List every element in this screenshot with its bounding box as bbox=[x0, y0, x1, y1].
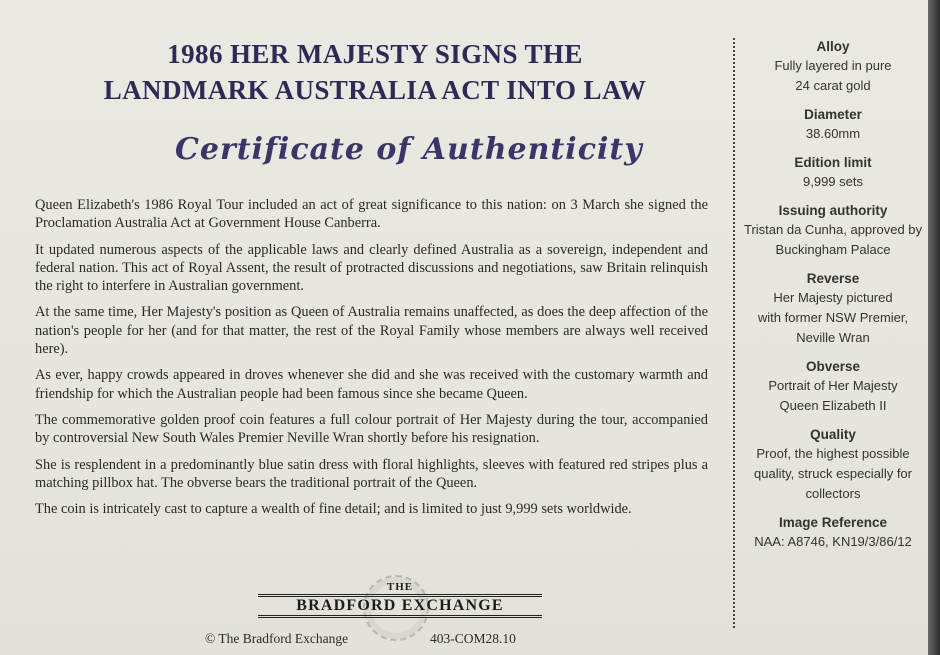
spec-image-reference bbox=[744, 514, 922, 552]
logo-the-text: THE bbox=[386, 581, 414, 593]
document-title bbox=[30, 36, 720, 108]
spec-label: Image Reference bbox=[778, 515, 888, 530]
spec-value: NAA: A8746, KN19/3/86/12 bbox=[754, 534, 912, 549]
bradford-exchange-logo bbox=[258, 575, 542, 623]
specifications-panel bbox=[744, 38, 922, 562]
paragraph: The coin is intricately cast to capture a wealth of fine detail; and is limited to just 9,999 sets worldwide. bbox=[35, 501, 632, 518]
spec-value: Fully layered in pure bbox=[774, 58, 892, 73]
spec-quality bbox=[744, 426, 922, 504]
spec-label: Issuing authority bbox=[778, 203, 888, 218]
title-line-1: 1986 HER MAJESTY SIGNS THE bbox=[167, 39, 583, 69]
spec-value: 38.60mm bbox=[805, 126, 861, 141]
spec-label: Quality bbox=[810, 427, 856, 442]
copyright-notice: © The Bradford Exchange bbox=[205, 631, 349, 646]
spec-value: 24 carat gold bbox=[795, 78, 871, 93]
spec-value: Her Majesty pictured bbox=[773, 290, 893, 305]
spec-value: Proof, the highest possible bbox=[756, 446, 910, 461]
dotted-divider bbox=[733, 38, 735, 628]
title-line-2: LANDMARK AUSTRALIA ACT INTO LAW bbox=[103, 75, 647, 105]
spec-value: Tristan da Cunha, approved by bbox=[744, 222, 923, 237]
spec-value: 9,999 sets bbox=[803, 174, 863, 189]
spec-value: collectors bbox=[805, 486, 861, 501]
spec-diameter bbox=[744, 106, 922, 144]
product-code: 403-COM28.10 bbox=[430, 631, 516, 646]
spec-label: Edition limit bbox=[794, 155, 872, 170]
spec-obverse bbox=[744, 358, 922, 416]
spec-value: Neville Wran bbox=[796, 330, 870, 345]
paragraph: The commemorative golden proof coin features a full colour portrait of Her Majesty during the tour, accompanied by controversial New South Wales Premier Neville Wran shortly before his resignation. bbox=[35, 411, 708, 447]
paragraph: It updated numerous aspects of the applicable laws and clearly defined Australia as a sovereign, independent and federal nation. This act of Royal Assent, the result of protracted discussions and negotiations, saw Britain relinquish the right to interfere in Australian government. bbox=[35, 241, 708, 295]
spec-edition-limit bbox=[744, 154, 922, 192]
paragraph: At the same time, Her Majesty's position as Queen of Australia remains unaffected, as does the deep affection of the nation's people for her (and for that matter, the rest of the Royal Family whose members are always well received here). bbox=[35, 304, 708, 358]
spec-label: Alloy bbox=[816, 39, 850, 54]
spec-label: Reverse bbox=[806, 271, 860, 286]
logo-name-text: BRADFORD EXCHANGE bbox=[258, 594, 542, 618]
spec-value: Buckingham Palace bbox=[775, 242, 891, 257]
card-edge-shadow bbox=[928, 0, 940, 655]
spec-reverse bbox=[744, 270, 922, 348]
spec-value: quality, struck especially for bbox=[754, 466, 912, 481]
paragraph: As ever, happy crowds appeared in droves whenever she did and she was received with the customary warmth and friendship for which the Australian people had been famous since she became Queen. bbox=[35, 367, 708, 402]
spec-value: with former NSW Premier, bbox=[757, 310, 909, 325]
spec-value: Queen Elizabeth II bbox=[779, 398, 887, 413]
spec-alloy bbox=[744, 38, 922, 96]
certificate-body bbox=[35, 196, 708, 526]
paragraph: She is resplendent in a predominantly blue satin dress with floral highlights, sleeves with featured red stripes plus a matching pillbox hat. The obverse bears the traditional portrait of the Queen. bbox=[35, 456, 708, 491]
spec-label: Obverse bbox=[805, 359, 861, 374]
spec-label: Diameter bbox=[804, 107, 862, 122]
spec-value: Portrait of Her Majesty bbox=[768, 378, 898, 393]
spec-issuing-authority bbox=[744, 202, 922, 260]
certificate-heading: Certificate of Authenticity bbox=[175, 132, 643, 167]
paragraph: Queen Elizabeth's 1986 Royal Tour included an act of great significance to this nation: on 3 March she signed the Proclamation Australia Act at Government House Canberra. bbox=[35, 197, 708, 232]
